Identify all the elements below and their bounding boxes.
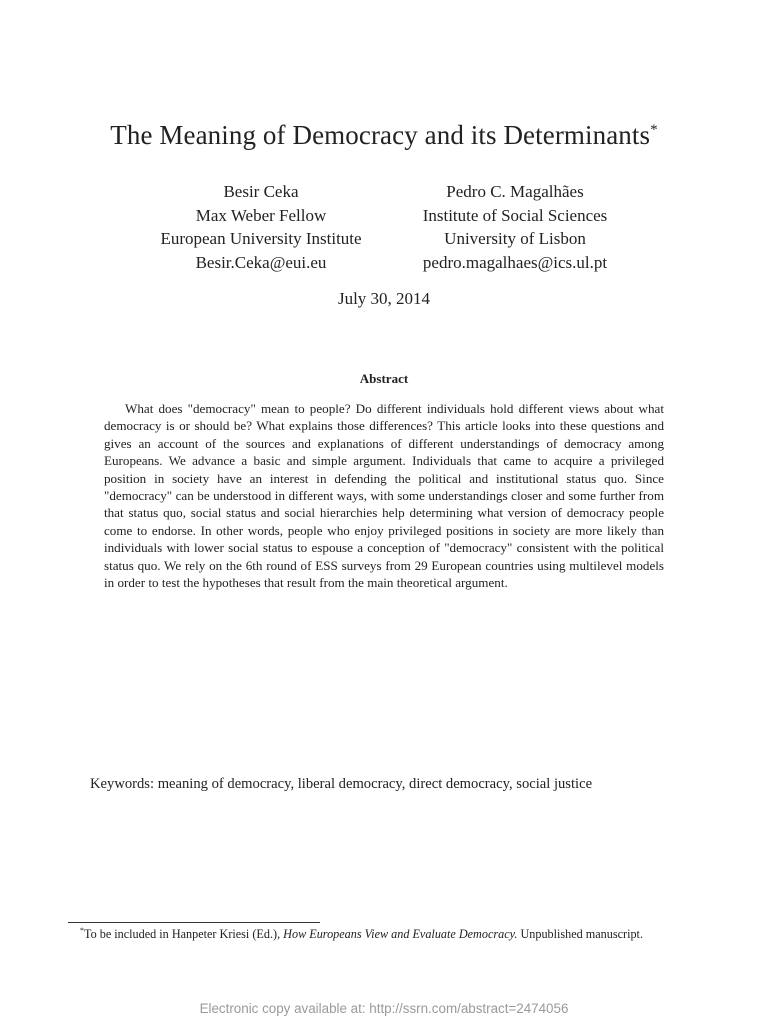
footnote-text-before: To be included in Hanpeter Kriesi (Ed.), (84, 927, 284, 941)
footnote-divider (68, 922, 320, 923)
title-footnote-mark: * (650, 122, 658, 138)
footnote-book-title: How Europeans View and Evaluate Democracy. (283, 927, 518, 941)
publication-date: July 30, 2014 (337, 289, 431, 308)
ssrn-download-note: Electronic copy available at: http://ssrn.com/abstract=2474056 (199, 1001, 569, 1016)
author-position: Institute of Social Sciences (422, 205, 608, 225)
abstract-body: What does "democracy" mean to people? Do different individuals hold different views about what democracy is or should be? What explains those differences? This article looks into these questions and gives an account of the sources and explanations of different understandings of democracy among Europeans. We advance a basic and simple argument. Individuals that came to acquire a privileged position in society have an interest in defending the political and institutional status quo. Since "democracy" can be understood in different ways, with some understandings closer and some further from that status quo, social status and social hierarchies help determining what version of democracy people come to endorse. In other words, people who enjoy privileged positions in society are more likely than individuals with lower social status to espouse a conception of "democracy" consistent with the political status quo. We rely on the 6th round of ESS surveys from 29 European countries using multilevel models in order to test the hypotheses that result from the main theoretical argument. (104, 401, 664, 591)
footnote-text-after: Unpublished manuscript. (517, 927, 643, 941)
author-email: Besir.Ceka@eui.eu (195, 252, 327, 272)
footnote (68, 926, 700, 943)
author-email: pedro.magalhaes@ics.ul.pt (422, 252, 608, 272)
keywords-line: Keywords: meaning of democracy, liberal democracy, direct democracy, social justice (90, 776, 593, 792)
author-institution: University of Lisbon (444, 229, 586, 248)
author-position: Max Weber Fellow (195, 205, 327, 225)
author-institution: European University Institute (160, 229, 362, 248)
footnote-mark: * (80, 925, 84, 935)
abstract-heading: Abstract (359, 371, 409, 386)
paper-title (0, 120, 768, 151)
author-name: Besir Ceka (223, 182, 299, 201)
author-name: Pedro C. Magalhães (446, 182, 584, 201)
author-block-1 (130, 180, 392, 274)
author-block-2 (402, 180, 628, 274)
paper-title-text: The Meaning of Democracy and its Determinants (110, 120, 651, 150)
